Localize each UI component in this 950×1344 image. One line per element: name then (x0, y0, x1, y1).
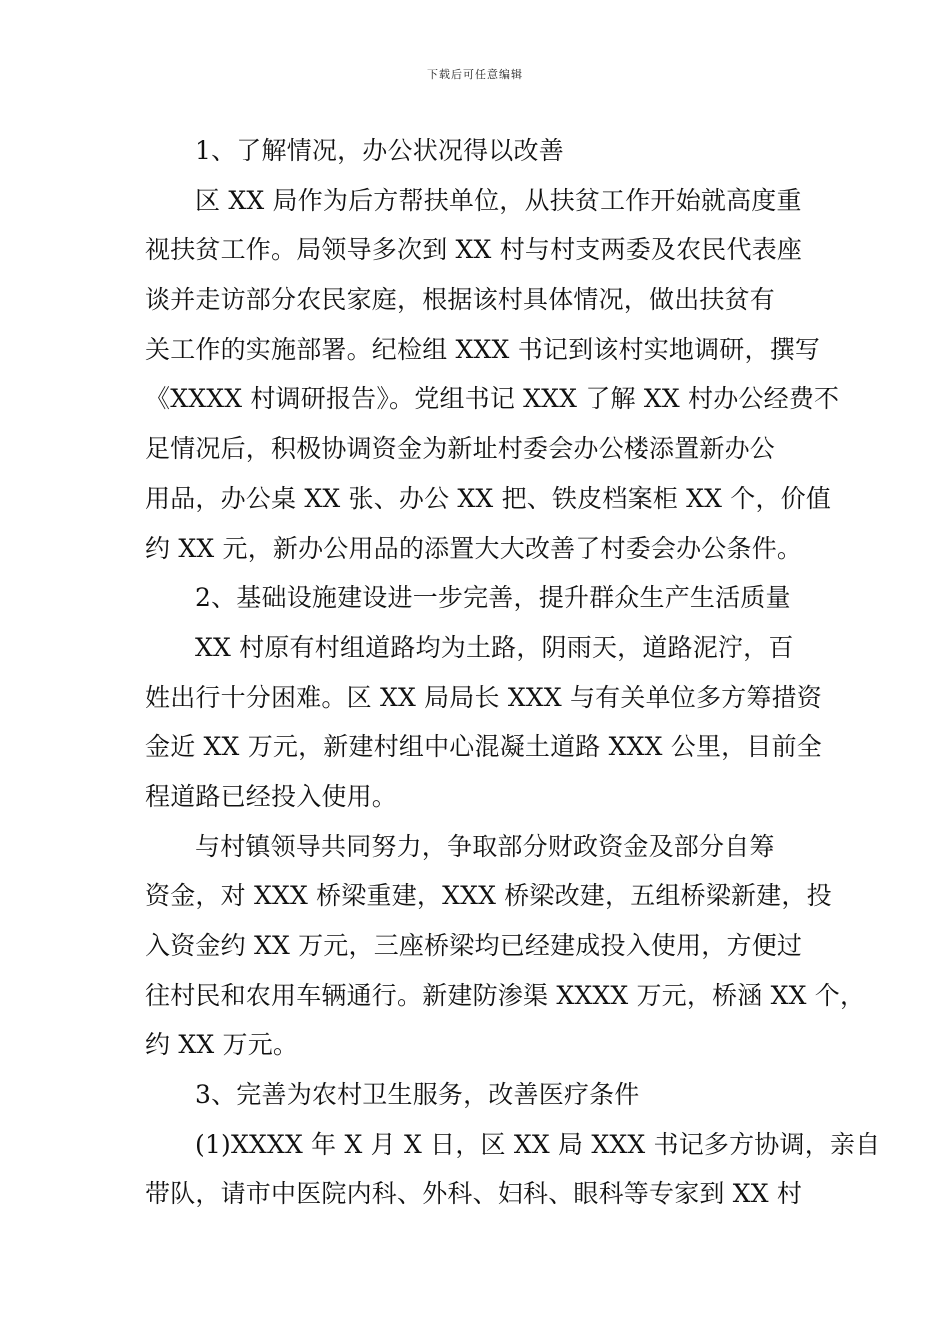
text-line: 姓出行十分困难。区 XX 局局长 XXX 与有关单位多方筹措资 (145, 682, 822, 712)
text-line: 往村民和农用车辆通行。新建防渗渠 XXXX 万元，桥涵 XX 个， (145, 980, 866, 1010)
text-line: 关工作的实施部署。纪检组 XXX 书记到该村实地调研，撰写 (145, 334, 821, 364)
text-line: 1、了解情况，办公状况得以改善 (195, 136, 564, 165)
text-line: 与村镇领导共同努力，争取部分财政资金及部分自筹 (195, 831, 775, 861)
page-header-note: 下载后可任意编辑 (427, 68, 523, 81)
text-line: 用品，办公桌 XX 张、办公 XX 把、铁皮档案柜 XX 个，价值 (145, 483, 832, 513)
text-line: 区 XX 局作为后方帮扶单位，从扶贫工作开始就高度重 (195, 185, 802, 215)
text-line: 3、完善为农村卫生服务，改善医疗条件 (195, 1080, 640, 1110)
text-line: 视扶贫工作。局领导多次到 XX 村与村支两委及农民代表座 (145, 235, 803, 265)
body-text (145, 126, 881, 1219)
text-line: 谈并走访部分农民家庭，根据该村具体情况，做出扶贫有 (145, 285, 776, 315)
text-line: 2、基础设施建设进一步完善，提升群众生产生活质量 (195, 583, 791, 613)
text-line: XX 村原有村组道路均为土路，阴雨天，道路泥泞，百 (195, 632, 794, 662)
text-line: 足情况后，积极协调资金为新址村委会办公楼添置新办公 (145, 434, 776, 464)
text-line: 程道路已经投入使用。 (145, 781, 398, 811)
text-line: 带队，请市中医院内科、外科、妇科、眼科等专家到 XX 村 (145, 1179, 803, 1209)
text-line: 金近 XX 万元，新建村组中心混凝土道路 XXX 公里，目前全 (145, 732, 822, 762)
text-line: 《XXXX 村调研报告》。党组书记 XXX 了解 XX 村办公经费不 (145, 384, 840, 414)
text-line: 约 XX 元，新办公用品的添置大大改善了村委会办公条件。 (145, 533, 803, 563)
text-line: 入资金约 XX 万元，三座桥梁均已经建成投入使用，方便过 (145, 931, 803, 960)
text-line: 约 XX 万元。 (145, 1030, 299, 1060)
text-line: 资金，对 XXX 桥梁重建，XXX 桥梁改建，五组桥梁新建，投 (145, 881, 832, 911)
text-line: (1)XXXX 年 X 月 X 日，区 XX 局 XXX 书记多方协调，亲自 (195, 1129, 881, 1159)
